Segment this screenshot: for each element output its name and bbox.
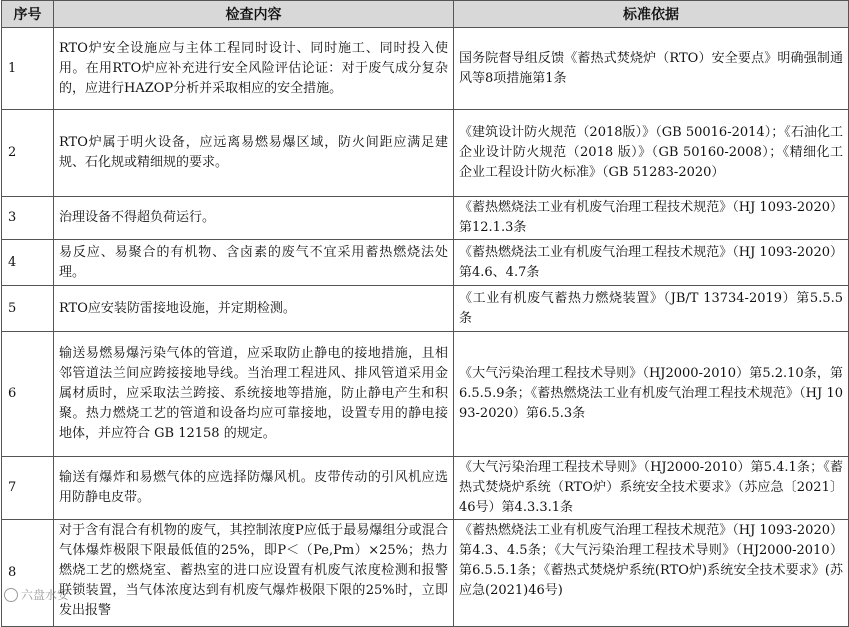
row-basis: 《蓄热燃烧法工业有机废气治理工程技术规范》（HJ 1093-2020）第12.1.3条 bbox=[454, 197, 849, 240]
row-num: 4 bbox=[2, 240, 54, 286]
row-num: 3 bbox=[2, 197, 54, 240]
table-row bbox=[2, 286, 849, 332]
row-num: 6 bbox=[2, 332, 54, 457]
row-num: 8 bbox=[2, 520, 54, 627]
row-content: 易反应、易聚合的有机物、含卤素的废气不宜采用蓄热燃烧法处理。 bbox=[54, 240, 454, 286]
row-content: 治理设备不得超负荷运行。 bbox=[54, 197, 454, 240]
watermark-text: 六盘水安 bbox=[21, 588, 70, 602]
table-row bbox=[2, 520, 849, 627]
row-content: 输送易燃易爆污染气体的管道，应采取防止静电的接地措施，且相邻管道法兰间应跨接接地导线。当治理工程进风、排风管道采用金属材质时，应采取法兰跨接、系统接地等措施，防止静电产生和积聚。热力燃烧工艺的管道和设备均应可靠接地，设置专用的静电接地体，并应符合 GB 12158 的规定。 bbox=[54, 332, 454, 457]
row-basis: 《蓄热燃烧法工业有机废气治理工程技术规范》（HJ 1093-2020）第4.6、4.7条 bbox=[454, 240, 849, 286]
header-num: 序号 bbox=[2, 1, 54, 28]
table-row bbox=[2, 28, 849, 110]
table-row bbox=[2, 457, 849, 520]
row-num: 1 bbox=[2, 28, 54, 110]
table-row bbox=[2, 197, 849, 240]
row-basis: 《工业有机废气蓄热力燃烧装置》（JB/T 13734-2019）第5.5.5条 bbox=[454, 286, 849, 332]
row-num: 7 bbox=[2, 457, 54, 520]
row-content: RTO应安装防雷接地设施，并定期检测。 bbox=[54, 286, 454, 332]
table-row bbox=[2, 110, 849, 197]
row-basis: 《大气污染治理工程技术导则》（HJ2000-2010）第5.4.1条；《蓄热式焚烧炉系统（RTO炉）系统安全技术要求》（苏应急〔2021〕46号）第4.3.3.1条 bbox=[454, 457, 849, 520]
row-num: 5 bbox=[2, 286, 54, 332]
row-basis: 国务院督导组反馈《蓄热式焚烧炉（RTO）安全要点》明确强制通风等8项措施第1条 bbox=[454, 28, 849, 110]
header-basis: 标准依据 bbox=[454, 1, 849, 28]
header-content: 检查内容 bbox=[54, 1, 454, 28]
table-row bbox=[2, 332, 849, 457]
row-basis: 《建筑设计防火规范（2018版）》（GB 50016-2014）；《石油化工企业设计防火规范（2018 版）》（GB 50160-2008）；《精细化工企业工程设计防火标准》（GB 51283-2020） bbox=[454, 110, 849, 197]
row-basis: 《蓄热燃烧法工业有机废气治理工程技术规范》（HJ 1093-2020）第4.3、4.5条；《大气污染治理工程技术导则》（HJ2000-2010）第6.5.5.1条；《蓄热式焚烧炉系统(RTO炉)系统安全技术要求》(苏应急(2021)46号) bbox=[454, 520, 849, 627]
row-basis: 《大气污染治理工程技术导则》（HJ2000-2010）第5.2.10条，第6.5.5.9条；《蓄热燃烧法工业有机废气治理工程技术规范》（HJ 1093-2020）第6.5.3条 bbox=[454, 332, 849, 457]
row-content: RTO炉安全设施应与主体工程同时设计、同时施工、同时投入使用。在用RTO炉应补充进行安全风险评估论证：对于废气成分复杂的，应进行HAZOP分析并采取相应的安全措施。 bbox=[54, 28, 454, 110]
row-content: 对于含有混合有机物的废气，其控制浓度P应低于最易爆组分或混合气体爆炸极限下限最低值的25%，即P＜（Pe,Pm）×25%；热力燃烧工艺的燃烧室、蓄热室的进口应设置有机废气浓度检测和报警联锁装置，当气体浓度达到有机废气爆炸极限下限的25%时，立即发出报警 bbox=[54, 520, 454, 627]
header-row bbox=[2, 1, 849, 28]
row-num: 2 bbox=[2, 110, 54, 197]
table-row bbox=[2, 240, 849, 286]
row-content: 输送有爆炸和易燃气体的应选择防爆风机。皮带传动的引风机应选用防静电皮带。 bbox=[54, 457, 454, 520]
row-content: RTO炉属于明火设备，应远离易燃易爆区域，防火间距应满足建规、石化规或精细规的要求。 bbox=[54, 110, 454, 197]
inspection-table bbox=[1, 0, 849, 627]
